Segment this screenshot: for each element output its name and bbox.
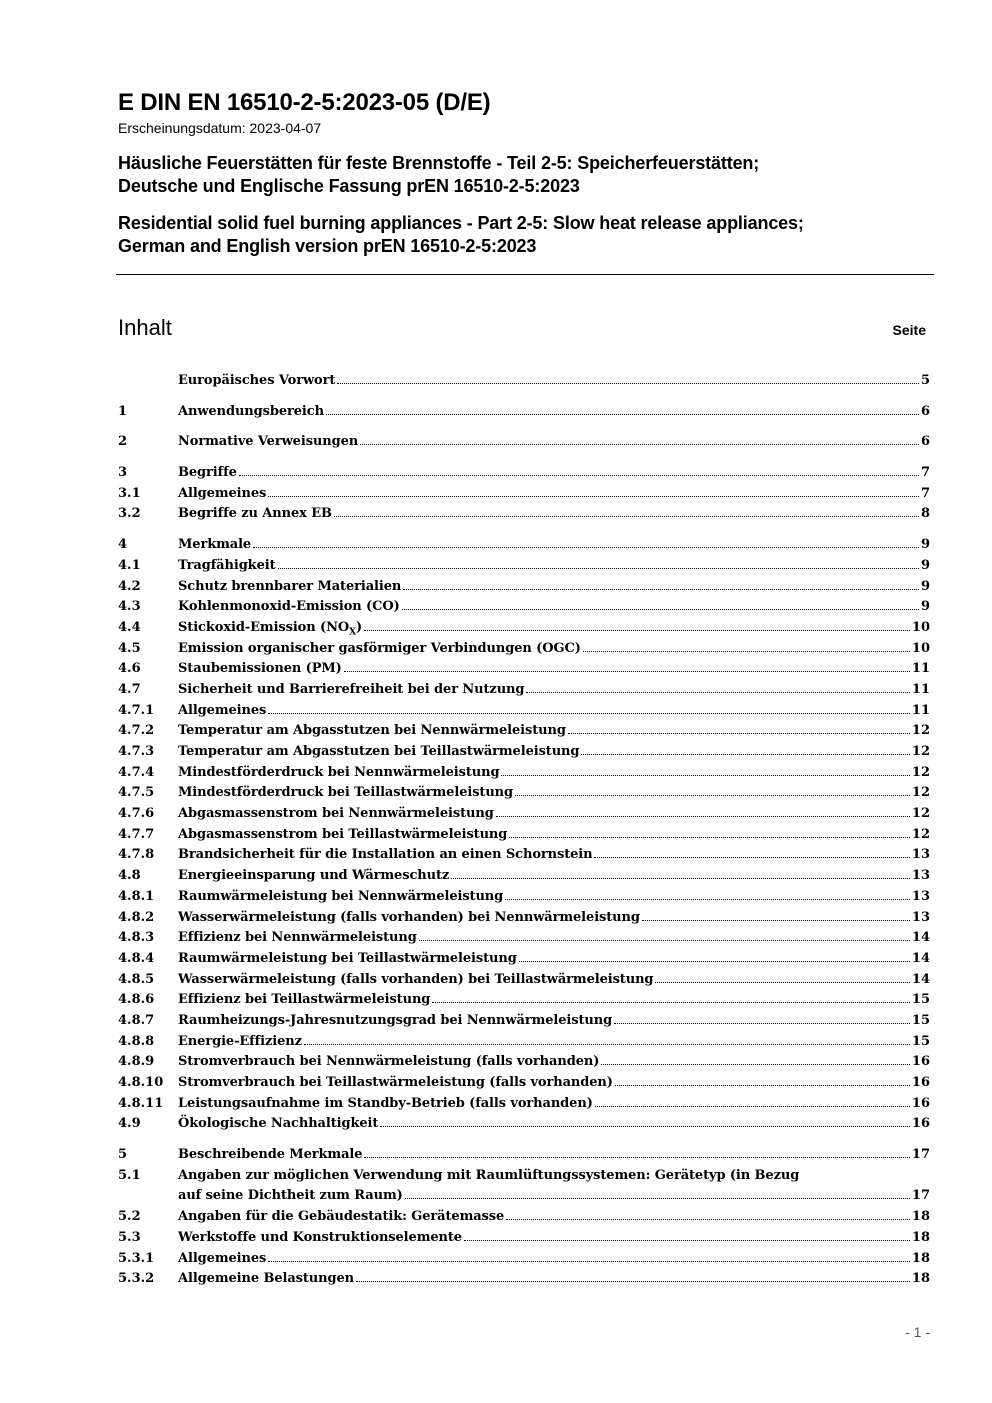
title-english-line-1: Residential solid fuel burning appliances - Part 2-5: Slow heat release appliances; bbox=[118, 213, 804, 233]
toc-dot-leader bbox=[334, 516, 919, 517]
toc-dot-leader bbox=[402, 609, 919, 610]
toc-entry-body bbox=[178, 990, 930, 1011]
toc-entry[interactable] bbox=[118, 928, 930, 949]
toc-entry-subscript: X bbox=[349, 627, 356, 638]
toc-entry[interactable] bbox=[118, 1011, 930, 1032]
toc-entry-body bbox=[178, 659, 930, 680]
toc-entry-number: 4.7.6 bbox=[118, 806, 155, 822]
toc-entry-number: 4.9 bbox=[118, 1116, 141, 1132]
toc-entry-page: 18 bbox=[911, 1209, 930, 1225]
toc-entry-body bbox=[178, 535, 930, 556]
toc-entry-title: Effizienz bei Nennwärmeleistung bbox=[178, 930, 417, 946]
toc-entry-body bbox=[178, 1052, 930, 1073]
toc-entry-body bbox=[178, 908, 930, 929]
toc-entry-title: Begriffe zu Annex EB bbox=[178, 506, 332, 522]
toc-entry-page: 8 bbox=[920, 506, 930, 522]
toc-entry-title: Effizienz bei Teillastwärmeleistung bbox=[178, 992, 431, 1008]
toc-entry-body bbox=[178, 402, 930, 423]
title-english-line-2: German and English version prEN 16510-2-5:2023 bbox=[118, 236, 537, 256]
toc-entry-body bbox=[178, 504, 930, 525]
toc-entry-title: Allgemeines bbox=[178, 702, 267, 718]
toc-entry-title: Europäisches Vorwort bbox=[178, 373, 336, 388]
toc-entry-title-text: Stickoxid-Emission (NO bbox=[178, 619, 350, 635]
toc-dot-leader bbox=[501, 775, 909, 776]
toc-entry[interactable] bbox=[118, 1207, 930, 1228]
toc-entry-page: 13 bbox=[911, 868, 930, 884]
toc-entry[interactable] bbox=[118, 845, 930, 866]
toc-entry-title: Energieeinsparung und Wärmeschutz bbox=[178, 868, 450, 884]
toc-entry-number: 5.3.1 bbox=[118, 1250, 155, 1266]
toc-dot-leader bbox=[268, 713, 910, 714]
toc-entry[interactable] bbox=[118, 866, 930, 887]
toc-entry-number: 3 bbox=[118, 465, 128, 481]
toc-entry-number: 4.7.7 bbox=[118, 826, 155, 842]
toc-dot-leader bbox=[326, 414, 919, 415]
toc-entry-number: 4.6 bbox=[118, 661, 141, 677]
toc-dot-leader bbox=[506, 1219, 910, 1220]
toc-dot-leader bbox=[505, 899, 910, 900]
toc-entry[interactable] bbox=[118, 763, 930, 784]
toc-entry-body bbox=[178, 680, 930, 701]
toc-entry-page: 16 bbox=[911, 1095, 930, 1111]
toc-dot-leader bbox=[337, 383, 919, 384]
toc-entry-page: 16 bbox=[911, 1116, 930, 1132]
toc-dot-leader bbox=[344, 671, 910, 672]
toc-entry-number: 5 bbox=[118, 1147, 128, 1163]
toc-entry-number: 4.7.8 bbox=[118, 847, 155, 863]
toc-entry-title: Anwendungsbereich bbox=[178, 403, 324, 419]
toc-entry[interactable] bbox=[118, 639, 930, 660]
toc-entry[interactable] bbox=[118, 908, 930, 929]
toc-entry-body bbox=[178, 432, 930, 453]
toc-dot-leader bbox=[642, 920, 910, 921]
toc-entry-page: 9 bbox=[920, 557, 930, 573]
toc-entry-title: Allgemeines bbox=[178, 1250, 267, 1266]
toc-entry-number: 4.7.1 bbox=[118, 702, 155, 718]
toc-entry[interactable] bbox=[118, 783, 930, 804]
toc-entry-body bbox=[178, 701, 930, 722]
toc-entry-title: Allgemeine Belastungen bbox=[178, 1271, 354, 1287]
toc-entry[interactable] bbox=[118, 1114, 930, 1135]
toc-entry-number: 4.8.4 bbox=[118, 950, 155, 966]
toc-entry-body bbox=[178, 928, 930, 949]
toc-entry-body bbox=[178, 1145, 930, 1166]
toc-entry[interactable] bbox=[118, 1094, 930, 1115]
toc-entry-body bbox=[178, 1011, 930, 1032]
toc-entry-body bbox=[178, 949, 930, 970]
header-rule bbox=[116, 274, 934, 275]
toc-dot-leader bbox=[601, 1064, 910, 1065]
toc-dot-leader bbox=[278, 568, 919, 569]
toc-entry-page: 15 bbox=[911, 1033, 930, 1049]
toc-dot-leader bbox=[583, 651, 910, 652]
toc-entry-body bbox=[178, 763, 930, 784]
title-english bbox=[118, 212, 934, 258]
toc-entry-title: Sicherheit und Barrierefreiheit bei der Nutzung bbox=[178, 681, 525, 697]
toc-entry[interactable] bbox=[118, 577, 930, 598]
toc-entry-title: Brandsicherheit für die Installation an einen Schornstein bbox=[178, 847, 593, 863]
toc-entry-page: 18 bbox=[911, 1271, 930, 1287]
toc-entry-body bbox=[178, 484, 930, 505]
toc-entry-page: 13 bbox=[911, 847, 930, 863]
title-german-line-2: Deutsche und Englische Fassung prEN 16510-2-5:2023 bbox=[118, 176, 580, 196]
toc-entry-title-suffix: ) bbox=[355, 619, 363, 635]
toc-entry[interactable] bbox=[118, 701, 930, 722]
toc-entry-page: 9 bbox=[920, 537, 930, 553]
toc-entry-number: 4.5 bbox=[118, 640, 141, 656]
toc-entry-page: 12 bbox=[911, 764, 930, 780]
document-id: E DIN EN 16510-2-5:2023-05 (D/E) bbox=[118, 89, 491, 116]
toc-entry[interactable] bbox=[118, 804, 930, 825]
toc-entry-title: Werkstoffe und Konstruktionselemente bbox=[178, 1229, 462, 1245]
toc-entry[interactable] bbox=[118, 371, 930, 392]
toc-dot-leader bbox=[268, 1261, 910, 1262]
toc-entry-body bbox=[178, 597, 930, 618]
toc-entry[interactable] bbox=[118, 990, 930, 1011]
toc-entry-page: 7 bbox=[920, 465, 930, 481]
toc-dot-leader bbox=[496, 816, 910, 817]
toc-entry[interactable] bbox=[118, 887, 930, 908]
toc-entry-page: 10 bbox=[911, 640, 930, 656]
toc-entry-number: 3.2 bbox=[118, 506, 141, 522]
toc-entry-title: Schutz brennbarer Materialien bbox=[178, 578, 402, 594]
toc-entry[interactable] bbox=[118, 949, 930, 970]
toc-entry[interactable] bbox=[118, 1228, 930, 1249]
toc-entry-body bbox=[178, 371, 930, 392]
toc-entry-body bbox=[178, 1249, 930, 1270]
toc-entry-number: 4.7 bbox=[118, 681, 141, 697]
toc-entry[interactable] bbox=[118, 556, 930, 577]
toc-entry-body bbox=[178, 721, 930, 742]
toc-entry-number: 4.7.5 bbox=[118, 785, 155, 801]
toc-entry[interactable] bbox=[118, 597, 930, 618]
toc-entry[interactable] bbox=[118, 1249, 930, 1270]
toc-entry-page: 11 bbox=[911, 702, 930, 718]
toc-entry-page: 12 bbox=[911, 723, 930, 739]
toc-dot-leader bbox=[356, 1281, 910, 1282]
toc-entry-number: 4.3 bbox=[118, 599, 141, 615]
toc-entry-title: Raumwärmeleistung bei Nennwärmeleistung bbox=[178, 888, 504, 904]
title-german bbox=[118, 152, 934, 198]
toc-entry-page: 11 bbox=[911, 681, 930, 697]
toc-entry-body bbox=[178, 1269, 930, 1290]
toc-entry-title: Stromverbrauch bei Nennwärmeleistung (falls vorhanden) bbox=[178, 1054, 600, 1070]
toc-entry-title: Temperatur am Abgasstutzen bei Teillastwärmeleistung bbox=[178, 744, 580, 759]
toc-heading: Inhalt bbox=[118, 315, 172, 340]
toc-entry-title: Energie-Effizienz bbox=[178, 1033, 302, 1049]
toc-entry-title: Tragfähigkeit bbox=[178, 557, 276, 573]
toc-entry[interactable] bbox=[118, 680, 930, 701]
publication-date: Erscheinungsdatum: 2023-04-07 bbox=[118, 120, 322, 136]
toc-entry-number: 4.8.10 bbox=[118, 1075, 164, 1090]
toc-entry[interactable] bbox=[118, 535, 930, 556]
toc-dot-leader bbox=[253, 547, 919, 548]
toc-entry-page: 14 bbox=[911, 971, 930, 987]
toc-entry-page: 11 bbox=[911, 661, 930, 677]
toc-entry-number: 4.8.1 bbox=[118, 888, 155, 904]
toc-entry-number: 4.8.11 bbox=[118, 1095, 164, 1111]
toc-entry-number: 4.8.5 bbox=[118, 971, 155, 987]
title-german-line-1: Häusliche Feuerstätten für feste Brennstoffe - Teil 2-5: Speicherfeuerstätten; bbox=[118, 153, 760, 173]
toc-dot-leader bbox=[615, 1085, 910, 1086]
toc-dot-leader bbox=[595, 1106, 910, 1107]
toc-entry-number: 3.1 bbox=[118, 485, 141, 501]
toc-entry-title: Angaben für die Gebäudestatik: Gerätemasse bbox=[178, 1209, 505, 1225]
toc-entry-body bbox=[178, 845, 930, 866]
toc-entry-title: Kohlenmonoxid-Emission (CO) bbox=[178, 599, 400, 615]
toc-entry-page: 17 bbox=[911, 1188, 930, 1204]
page-number: - 1 - bbox=[905, 1324, 930, 1340]
toc-entry-title: Wasserwärmeleistung (falls vorhanden) bei Nennwärmeleistung bbox=[178, 909, 640, 925]
toc-entry-body bbox=[178, 556, 930, 577]
toc-entry-body bbox=[178, 1166, 930, 1207]
toc-entry-number: 4.8.2 bbox=[118, 909, 155, 925]
toc-entry[interactable] bbox=[118, 1073, 930, 1094]
toc-dot-leader bbox=[451, 878, 910, 879]
toc-entry[interactable] bbox=[118, 463, 930, 484]
toc-entry-title: Raumheizungs-Jahresnutzungsgrad bei Nennwärmeleistung bbox=[178, 1012, 613, 1028]
toc-entry[interactable] bbox=[118, 484, 930, 505]
toc-entry-continuation bbox=[178, 1186, 930, 1207]
toc-entry-title: Abgasmassenstrom bei Teillastwärmeleistung bbox=[178, 826, 508, 842]
toc-entry-page: 12 bbox=[911, 826, 930, 842]
toc-dot-leader bbox=[526, 692, 910, 693]
toc-dot-leader bbox=[239, 475, 919, 476]
toc-entry-page: 12 bbox=[911, 744, 930, 759]
toc-entry[interactable] bbox=[118, 970, 930, 991]
toc-entry-page: 6 bbox=[920, 403, 930, 419]
toc-entry-title: Wasserwärmeleistung (falls vorhanden) bei Teillastwärmeleistung bbox=[178, 971, 654, 987]
toc-dot-leader bbox=[655, 982, 910, 983]
toc-entry-page: 5 bbox=[920, 373, 930, 388]
toc-entry-title: Beschreibende Merkmale bbox=[178, 1147, 363, 1163]
toc-entry[interactable] bbox=[118, 659, 930, 680]
toc-entry-number: 4.8.9 bbox=[118, 1054, 155, 1070]
toc-dot-leader bbox=[405, 1198, 910, 1199]
toc-dot-leader bbox=[268, 496, 919, 497]
toc-entry-number: 4.7.4 bbox=[118, 764, 155, 780]
toc-entry-page: 18 bbox=[911, 1250, 930, 1266]
toc-dot-leader bbox=[432, 1002, 910, 1003]
toc-entry-page: 15 bbox=[911, 1012, 930, 1028]
toc-entry-title bbox=[178, 618, 362, 639]
toc-entry-number: 4.8.8 bbox=[118, 1033, 155, 1049]
toc-dot-leader bbox=[614, 1023, 910, 1024]
toc-entry[interactable] bbox=[118, 825, 930, 846]
toc-entry-body bbox=[178, 463, 930, 484]
toc-entry[interactable] bbox=[118, 1269, 930, 1290]
toc-entry-body bbox=[178, 577, 930, 598]
toc-entry-number: 4.2 bbox=[118, 578, 141, 594]
toc-entry-page: 9 bbox=[920, 578, 930, 594]
toc-dot-leader bbox=[364, 1157, 909, 1158]
toc-entry-number: 4.4 bbox=[118, 619, 141, 635]
toc-entry-number: 4 bbox=[118, 537, 128, 553]
toc-entry-number: 4.1 bbox=[118, 557, 141, 573]
toc-entry-title: Abgasmassenstrom bei Nennwärmeleistung bbox=[178, 806, 494, 822]
toc-entry[interactable] bbox=[118, 1145, 930, 1166]
toc-entry-title: Raumwärmeleistung bei Teillastwärmeleistung bbox=[178, 950, 517, 966]
toc-dot-leader bbox=[464, 1240, 910, 1241]
toc-entry-title: Leistungsaufnahme im Standby-Betrieb (falls vorhanden) bbox=[178, 1095, 593, 1111]
toc-entry-body bbox=[178, 639, 930, 660]
toc-entry-body bbox=[178, 1228, 930, 1249]
toc-entry-page: 15 bbox=[911, 992, 930, 1008]
toc-entry[interactable] bbox=[118, 1166, 930, 1207]
toc-dot-leader bbox=[360, 444, 919, 445]
toc-entry-number: 5.2 bbox=[118, 1209, 141, 1225]
toc-entry-title: Angaben zur möglichen Verwendung mit Raumlüftungssystemen: Gerätetyp (in Bezug bbox=[178, 1167, 800, 1183]
toc-entry-title: Emission organischer gasförmiger Verbindungen (OGC) bbox=[178, 640, 581, 656]
page-column-label: Seite bbox=[892, 322, 926, 338]
toc-entry-page: 13 bbox=[911, 888, 930, 904]
toc-entry-body bbox=[178, 1094, 930, 1115]
toc-entry-title: Mindestförderdruck bei Teillastwärmeleistung bbox=[178, 785, 514, 801]
toc-entry-body bbox=[178, 1032, 930, 1053]
table-of-contents bbox=[118, 371, 930, 1290]
toc-entry-body bbox=[178, 887, 930, 908]
toc-entry-title: Stromverbrauch bei Teillastwärmeleistung (falls vorhanden) bbox=[178, 1075, 613, 1090]
toc-entry-number: 4.8.3 bbox=[118, 930, 155, 946]
toc-dot-leader bbox=[403, 589, 919, 590]
toc-entry-page: 16 bbox=[911, 1054, 930, 1070]
toc-entry[interactable] bbox=[118, 721, 930, 742]
toc-entry-title: Staubemissionen (PM) bbox=[178, 661, 342, 677]
toc-dot-leader bbox=[304, 1044, 910, 1045]
toc-entry-body bbox=[178, 1207, 930, 1228]
toc-entry[interactable] bbox=[118, 504, 930, 525]
toc-entry-page: 13 bbox=[911, 909, 930, 925]
toc-entry-page: 10 bbox=[911, 619, 930, 635]
toc-entry-title: Merkmale bbox=[178, 537, 252, 553]
toc-entry-title: Ökologische Nachhaltigkeit bbox=[178, 1116, 379, 1132]
toc-entry-page: 12 bbox=[911, 785, 930, 801]
toc-entry-page: 12 bbox=[911, 806, 930, 822]
toc-entry-number: 5.3.2 bbox=[118, 1271, 155, 1287]
toc-entry-number: 5.1 bbox=[118, 1167, 141, 1183]
toc-dot-leader bbox=[364, 630, 910, 631]
toc-entry-number: 2 bbox=[118, 434, 128, 450]
toc-entry-number: 4.7.3 bbox=[118, 744, 155, 759]
toc-dot-leader bbox=[380, 1126, 910, 1127]
toc-entry-body bbox=[178, 618, 930, 639]
toc-entry-body bbox=[178, 783, 930, 804]
toc-entry-title: Allgemeines bbox=[178, 485, 267, 501]
toc-entry-page: 18 bbox=[911, 1229, 930, 1245]
toc-entry[interactable] bbox=[118, 1032, 930, 1053]
toc-dot-leader bbox=[419, 940, 910, 941]
toc-entry-title: Begriffe bbox=[178, 465, 237, 481]
toc-entry-number: 5.3 bbox=[118, 1229, 141, 1245]
toc-entry-title-cont: auf seine Dichtheit zum Raum) bbox=[178, 1188, 403, 1204]
toc-entry-body bbox=[178, 866, 930, 887]
toc-dot-leader bbox=[581, 754, 910, 755]
toc-entry[interactable] bbox=[118, 402, 930, 423]
toc-entry[interactable] bbox=[118, 742, 930, 763]
toc-entry-title: Normative Verweisungen bbox=[178, 434, 359, 450]
toc-entry-page: 9 bbox=[920, 599, 930, 615]
toc-entry-page: 14 bbox=[911, 930, 930, 946]
toc-entry-page: 17 bbox=[911, 1147, 930, 1163]
toc-dot-leader bbox=[568, 733, 910, 734]
toc-entry-body bbox=[178, 825, 930, 846]
toc-dot-leader bbox=[509, 837, 910, 838]
toc-entry[interactable] bbox=[118, 432, 930, 453]
toc-entry[interactable] bbox=[118, 618, 930, 639]
toc-entry-title: Mindestförderdruck bei Nennwärmeleistung bbox=[178, 764, 500, 780]
toc-dot-leader bbox=[519, 961, 910, 962]
toc-entry-page: 7 bbox=[920, 485, 930, 501]
toc-entry[interactable] bbox=[118, 1052, 930, 1073]
toc-entry-number: 4.8.7 bbox=[118, 1012, 155, 1028]
toc-dot-leader bbox=[594, 857, 909, 858]
toc-entry-title: Temperatur am Abgasstutzen bei Nennwärmeleistung bbox=[178, 723, 566, 739]
toc-entry-body bbox=[178, 742, 930, 763]
toc-entry-page: 14 bbox=[911, 950, 930, 966]
toc-entry-page: 16 bbox=[911, 1075, 930, 1090]
toc-entry-body bbox=[178, 804, 930, 825]
toc-entry-body bbox=[178, 970, 930, 991]
toc-dot-leader bbox=[515, 795, 910, 796]
toc-entry-body bbox=[178, 1114, 930, 1135]
toc-entry-body bbox=[178, 1073, 930, 1094]
toc-entry-number: 4.8.6 bbox=[118, 992, 155, 1008]
toc-entry-number: 4.7.2 bbox=[118, 723, 155, 739]
toc-entry-page: 6 bbox=[920, 434, 930, 450]
toc-entry-number: 1 bbox=[118, 403, 128, 419]
toc-entry-number: 4.8 bbox=[118, 868, 141, 884]
document-header bbox=[118, 88, 934, 258]
